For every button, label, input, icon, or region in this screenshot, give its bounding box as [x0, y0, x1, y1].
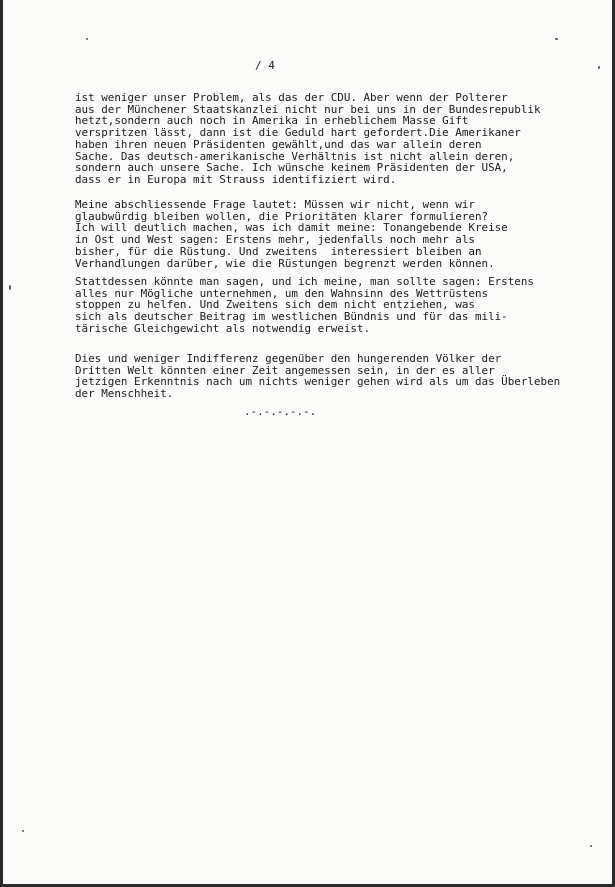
text-line: Stattdessen könnte man sagen, und ich meine, man sollte sagen: Erstens: [75, 275, 534, 288]
page-number: / 4: [255, 59, 275, 72]
scan-speck: [598, 66, 600, 69]
text-line: tärische Gleichgewicht als notwendig erweist.: [75, 321, 371, 335]
paragraph-3: [75, 276, 575, 335]
text-line: in Ost und West sagen: Erstens mehr, jedenfalls noch mehr als: [75, 233, 475, 247]
text-line: sich als deutscher Beitrag im westlichen Bündnis und für das mili-: [75, 310, 508, 324]
text-line: dass er in Europa mit Strauss identifiziert wird.: [75, 172, 397, 186]
end-mark: .-.-.-.-.-.: [244, 405, 317, 418]
text-line: Meine abschliessende Frage lautet: Müssen wir nicht, wenn wir: [75, 198, 475, 211]
scan-edge-left: [0, 0, 3, 887]
paragraph-2: [75, 199, 575, 269]
paragraph-4: [75, 353, 575, 400]
text-line: verspritzen lässt, dann ist die Geduld hart gefordert.Die Amerikaner: [75, 126, 521, 140]
scan-speck: [590, 845, 592, 847]
text-line: aus der Münchener Staatskanzlei nicht nur bei uns in der Bundesrepublik: [75, 102, 541, 116]
text-line: haben ihren neuen Präsidenten gewählt,und das war allein deren: [75, 137, 482, 151]
text-line: glaubwürdig bleiben wollen, die Prioritäten klarer formulieren?: [75, 209, 489, 223]
scan-speck: [22, 830, 24, 832]
text-line: sondern auch unsere Sache. Ich wünsche keinem Präsidenten der USA,: [75, 161, 508, 175]
text-line: der Menschheit.: [75, 387, 174, 401]
text-line: stoppen zu helfen. Und Zweitens sich dem nicht entziehen, was: [75, 298, 475, 312]
scan-speck: [555, 38, 558, 40]
text-line: Sache. Das deutsch-amerikanische Verhältnis ist nicht allein deren,: [75, 149, 515, 163]
text-line: alles nur Mögliche unternehmen, um den Wahnsinn des Wettrüstens: [75, 286, 489, 300]
text-line: hetzt,sondern auch noch in Amerika in erheblichem Masse Gift: [75, 114, 469, 128]
text-line: ist weniger unser Problem, als das der CDU. Aber wenn der Polterer: [75, 91, 508, 104]
text-line: Dies und weniger Indifferenz gegenüber den hungerenden Völker der: [75, 352, 502, 365]
scan-speck: [86, 38, 88, 40]
text-line: Ich will deutlich machen, was ich damit meine: Tonangebende Kreise: [75, 221, 508, 235]
text-line: jetzigen Erkenntnis nach um nichts weniger gehen wird als um das Überleben: [75, 375, 561, 389]
scan-speck: [9, 285, 11, 290]
text-line: Dritten Welt könnten einer Zeit angemessen sein, in der es aller: [75, 363, 495, 377]
text-line: bisher, für die Rüstung. Und zweitens interessiert bleiben an: [75, 244, 482, 258]
paragraph-1: [75, 92, 575, 186]
text-line: Verhandlungen darüber, wie die Rüstungen begrenzt werden können.: [75, 256, 495, 270]
